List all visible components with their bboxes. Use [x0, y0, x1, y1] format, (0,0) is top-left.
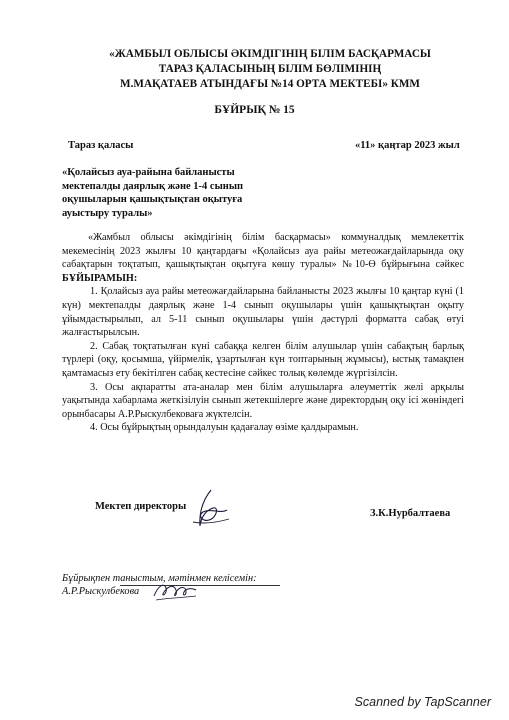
document-header — [60, 47, 480, 92]
subject-line-3: оқушыларын қашықтықтан оқытуға — [62, 194, 243, 205]
order-date: «11» қаңтар 2023 жыл — [355, 140, 460, 151]
director-name: З.К.Нурбалтаева — [370, 508, 451, 519]
director-signature — [183, 486, 233, 534]
body-intro-paragraph — [62, 231, 464, 285]
body-item-4: 4. Осы бұйрықтың орындалуын қадағалау өзіме қалдырамын. — [90, 422, 359, 434]
order-body — [62, 231, 464, 435]
body-item-3: 3. Осы ақпаратты ата-аналар мен білім алушыларға әлеуметтік желі арқылы уақытында хабарлама жеткізілуін сынып жетекшілерге және директордың оқу ісі жөніндегі орынбасары А.Р.Рыскулбековаға жүктелсін. — [62, 381, 464, 420]
order-subject — [62, 166, 272, 220]
acknowledgement-signature — [150, 576, 200, 604]
director-role: Мектеп директоры — [95, 501, 187, 512]
acknowledgement-name: А.Р.Рыскулбекова — [62, 586, 140, 597]
order-city: Тараз қаласы — [68, 140, 134, 151]
header-line-2: ТАРАЗ ҚАЛАСЫНЫҢ БІЛІМ БӨЛІМІНІҢ — [158, 63, 382, 75]
body-item-2: 2. Сабақ тоқтатылған күні сабаққа келген білім алушылар үшін сабақтың барлық түрлері (оқу, қосымша, үйірмелік, ұзартылған күн топтарының жұмысы), ыстық тамақпен қамтамасыз ету бекітілген сабақ кестесіне сәйкес толық көлемде жүргізілсін. — [62, 340, 464, 379]
acknowledgement-underline — [120, 585, 280, 586]
scanner-watermark: Scanned by TapScanner — [354, 695, 491, 709]
decree-word: БҰЙЫРАМЫН: — [62, 272, 138, 284]
header-line-3: М.МАҚАТАЕВ АТЫНДАҒЫ №14 ОРТА МЕКТЕБІ» КММ — [120, 78, 420, 90]
body-intro: «Жамбыл облысы әкімдігінің білім басқармасы» коммуналдық мемлекеттік мекемесінің 2023 жылғы 10 қаңтардағы «Қолайсыз ауа райы метеожағдайларында оқу сабақтарын тоқтатып, қашықтықтан оқытуға көшу туралы» №10-Ө бұйрығына сәйкес — [62, 232, 464, 271]
subject-line-4: ауыстыру туралы» — [62, 207, 153, 219]
header-line-1: «ЖАМБЫЛ ОБЛЫСЫ ӘКІМДІГІНІҢ БІЛІМ БАСҚАРМАСЫ — [109, 48, 431, 60]
subject-line-2: мектепалды даярлық және 1-4 сынып — [62, 180, 244, 192]
subject-line-1: «Қолайсыз ауа-райына байланысты — [62, 167, 235, 178]
order-title: БҰЙРЫҚ № 15 — [214, 104, 295, 116]
acknowledgement-text: Бұйрықпен таныстым, мәтінмен келісемін: — [62, 573, 257, 584]
body-item-1: 1. Қолайсыз ауа райы метеожағдайларына байланысты 2023 жылғы 10 қаңтар күні (1 күн) мектепалды даярлық және 1-4 сынып оқушылары үшін қашықтықтан оқыту ұйымдастырылып, ал 5-11 сынып оқушылары үшін дәстүрлі форматта сабақ өтуі жалғастырылсын. — [62, 286, 464, 339]
